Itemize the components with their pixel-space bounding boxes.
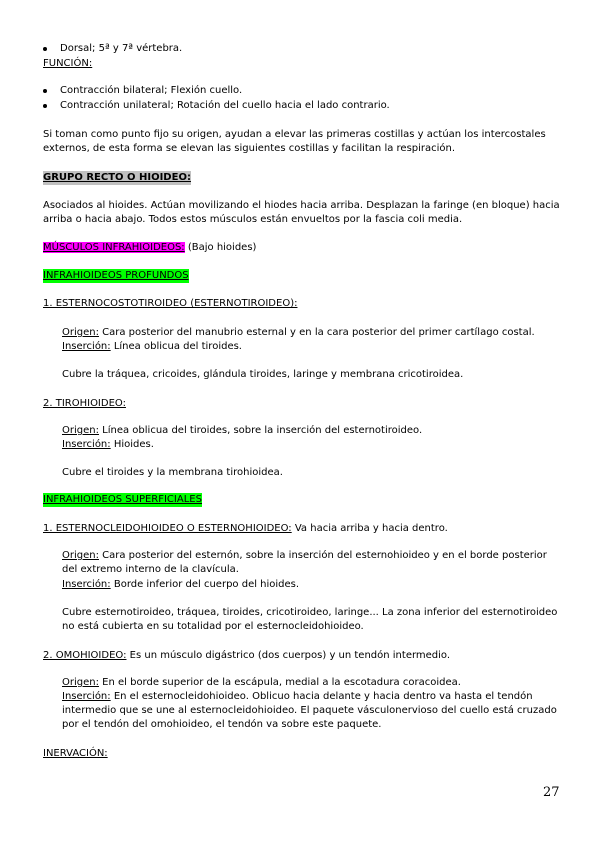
muscle-title: 2. TIROHIOIDEO: — [43, 398, 126, 409]
muscle-title-rest: Va hacia arriba y hacia dentro. — [291, 523, 448, 534]
infra-heading-line — [43, 241, 256, 255]
bullet-marker — [43, 104, 47, 108]
insercion-text: Línea oblicua del tiroides. — [110, 341, 242, 352]
muscle-title-line — [43, 522, 448, 536]
infra-heading: MÚSCULOS INFRAHIOIDEOS: — [43, 242, 185, 253]
inervacion-heading: INERVACIÓN: — [43, 748, 108, 759]
muscle-title: 1. ESTERNOCLEIDOHIOIDEO O ESTERNOHIOIDEO: — [43, 523, 292, 534]
origen-text: Cara posterior del esternón, sobre la inserción del esternohioideo y en el borde posterior del extremo interno de la clavícula. — [62, 550, 547, 575]
insercion-line — [62, 340, 562, 354]
insercion-text: Hioides. — [110, 439, 154, 450]
origen-line — [62, 549, 562, 577]
origen-line — [62, 424, 562, 438]
origen-label: Origen: — [62, 677, 99, 688]
insercion-text: En el esternocleidohioideo. Oblicuo hacia delante y hacia dentro va hasta el tendón intermedio que se une al esternocleidohioideo. El paquete vásculonervioso del cuello está cruzado por el tendón del omohioideo, el tendón va sobre este paquete. — [62, 691, 557, 730]
insercion-line — [62, 438, 562, 452]
insercion-label: Inserción: — [62, 691, 111, 702]
origen-line — [62, 676, 562, 690]
bullet-text: Dorsal; 5ª y 7ª vértebra. — [60, 43, 183, 54]
insercion-line — [62, 690, 562, 732]
muscle-note: Cubre esternotiroideo, tráquea, tiroides, cricotiroideo, laringe... La zona inferior del esternotiroideo no está cubierta en su totalidad por el esternocleidohioideo. — [62, 607, 558, 632]
muscle-title: 2. OMOHIOIDEO: — [43, 650, 127, 661]
origen-label: Origen: — [62, 425, 99, 436]
insercion-label: Inserción: — [62, 579, 111, 590]
origen-text: Línea oblicua del tiroides, sobre la inserción del esternotiroideo. — [98, 425, 423, 436]
paragraph-punto-fijo: Si toman como punto fijo su origen, ayudan a elevar las primeras costillas y actúan los intercostales externos, de esta forma se elevan las siguientes costillas y facilitan la respiración. — [43, 129, 546, 154]
bullet-text: Contracción bilateral; Flexión cuello. — [60, 85, 243, 96]
insercion-line — [62, 578, 562, 592]
paragraph-grupo: Asociados al hioides. Actúan movilizando el hiodes hacia arriba. Desplazan la faringe (en bloque) hacia arriba o hacia abajo. Todos estos músculos están envueltos por la fascia coli media. — [43, 200, 560, 225]
muscle-title: 1. ESTERNOCOSTOTIROIDEO (ESTERNOTIROIDEO): — [43, 298, 298, 309]
superficiales-heading: INFRAHIOIDEOS SUPERFICIALES — [43, 494, 202, 505]
muscle-title-rest: Es un músculo digástrico (dos cuerpos) y un tendón intermedio. — [126, 650, 451, 661]
muscle-note: Cubre la tráquea, cricoides, glándula tiroides, laringe y membrana cricotiroidea. — [62, 369, 464, 380]
infra-note: (Bajo hioides) — [184, 242, 257, 253]
origen-label: Origen: — [62, 550, 99, 561]
insercion-label: Inserción: — [62, 341, 111, 352]
origen-text: Cara posterior del manubrio esternal y en la cara posterior del primer cartílago costal. — [98, 327, 535, 338]
origen-line — [62, 326, 562, 340]
origen-label: Origen: — [62, 327, 99, 338]
funcion-heading: FUNCIÓN: — [43, 58, 93, 69]
insercion-label: Inserción: — [62, 439, 111, 450]
muscle-note: Cubre el tiroides y la membrana tirohioidea. — [62, 467, 283, 478]
bullet-marker — [43, 47, 47, 51]
profundos-heading: INFRAHIOIDEOS PROFUNDOS — [43, 270, 189, 281]
muscle-title-line — [43, 649, 450, 663]
bullet-text: Contracción unilateral; Rotación del cuello hacia el lado contrario. — [60, 100, 390, 111]
bullet-marker — [43, 89, 47, 93]
page-number: 27 — [543, 785, 560, 800]
origen-text: En el borde superior de la escápula, medial a la escotadura coracoidea. — [98, 677, 461, 688]
grupo-heading: GRUPO RECTO O HIOIDEO: — [43, 172, 191, 183]
insercion-text: Borde inferior del cuerpo del hioides. — [110, 579, 300, 590]
